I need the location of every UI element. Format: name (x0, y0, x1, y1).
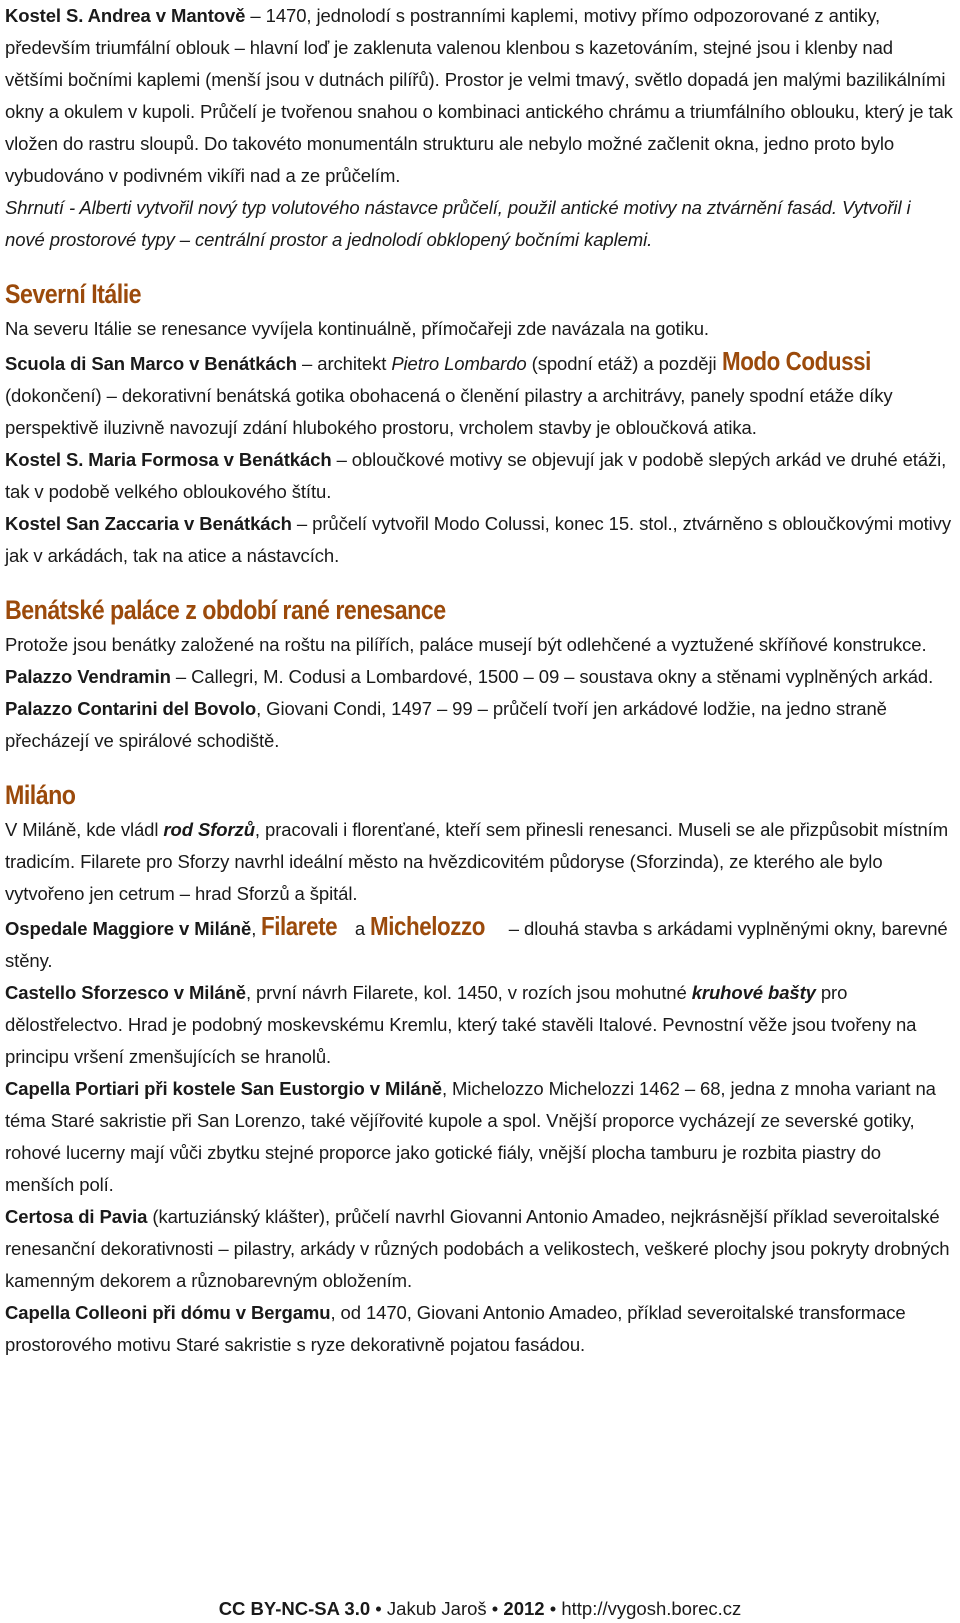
paragraph-portinari (5, 1073, 955, 1201)
term-formosa: Kostel S. Maria Formosa v Benátkách (5, 449, 332, 470)
text: , první návrh Filarete, kol. 1450, v rozích jsou mohutné (245, 982, 692, 1003)
name-filarete: Filarete (261, 911, 338, 941)
term-vendramin: Palazzo Vendramin (5, 666, 171, 687)
text: – 1470, jednolodí s postranními kaplemi, motivy přímo odpozorované z antiky, především triumfální oblouk – hlavní loď je zaklenuta valenou klenbou s kazetováním, stejné jsou i klenby nad většími bočními kaplemi (menší jsou v dutnách pilířů). Prostor je velmi tmavý, světlo dopadá jen malými bazilikálními okny a okulem v kupoli. Průčelí je tvořenou snahou o kombinaci antického chrámu a triumfálního oblouku, který je tak vložen do rastru sloupů. Do takovéto monumentáln strukturu ale nebylo možné začlenit okna, jedno proto bylo vybudováno v podivném vikíři nad a ze průčelím. (5, 5, 953, 186)
term-castello: Castello Sforzesco v Miláně (5, 982, 246, 1003)
summary-paragraph: Shrnutí - Alberti vytvořil nový typ volutového nástavce průčelí, použil antické motivy na ztvárnění fasád. Vytvořil i nové prostorové typy – centrální prostor a jednolodí obklopený bočními kaplemi. (5, 197, 911, 250)
text: – dlouhá stavba s arkádami vyplněnými okny, barevné stěny. (5, 918, 948, 971)
term-contarini: Palazzo Contarini del Bovolo (5, 698, 257, 719)
name-lombardo: Pietro Lombardo (391, 353, 527, 374)
paragraph-severni-intro: Na severu Itálie se renesance vyvíjela kontinuálně, přímočařeji zde navázala na gotiku. (5, 318, 709, 339)
paragraph-ospedale (5, 910, 955, 977)
term-kruhove-basty: kruhové bašty (691, 982, 816, 1003)
text: , Giovani Condi, 1497 – 99 – průčelí tvoří jen arkádové lodžie, na jedno straně přecházejí ve spirálové schodiště. (5, 698, 887, 751)
term-scuola: Scuola di San Marco v Benátkách (5, 353, 297, 374)
heading-severni-italie: Severní Itálie (5, 279, 142, 309)
text: , Michelozzo Michelozzi 1462 – 68, jedna z mnoha variant na téma Staré sakristie při San Lorenzo, také vějířovité kupole a spol. Vnější proporce vycházejí ze severské gotiky, rohové lucerny mají vůči zbytku stejné proporce jako gotické fiály, vnější plocha tamburu je rozbita piastry do menších polí. (5, 1078, 936, 1195)
separator: • (486, 1598, 504, 1619)
paragraph-formosa (5, 444, 955, 508)
name-michelozzo: Michelozzo (370, 911, 486, 941)
spacer (5, 256, 955, 278)
term-portinari: Capella Portiari při kostele San Eustorgio v Miláně (5, 1078, 442, 1099)
paragraph-castello (5, 977, 955, 1073)
text: (spodní etáž) a později (526, 353, 722, 374)
term-zaccaria: Kostel San Zaccaria v Benátkách (5, 513, 292, 534)
text: – Callegri, M. Codusi a Lombardové, 1500 – 09 – soustava okny a stěnami vyplněných arkád. (170, 666, 934, 687)
term-rod-sforzu: rod Sforzů (163, 819, 255, 840)
author-name: Jakub Jaroš (386, 1598, 487, 1619)
text: – obloučkové motivy se objevují jak v podobě slepých arkád ve druhé etáži, tak v podobě velkého obloukového štítu. (5, 449, 947, 502)
spacer (5, 572, 955, 594)
text: (kartuziánský klášter), průčelí navrhl Giovanni Antonio Amadeo, nejkrásnější příklad severoitalské renesanční dekorativnosti – pilastry, arkády v různých podobách a velikostech, veškeré plochy jsou pokryty drobných kamenným dekorem a různobarevným obložením. (5, 1206, 950, 1291)
text: a (349, 918, 371, 939)
text: – průčelí vytvořil Modo Colussi, konec 15. stol., ztvárněno s obloučkovými motivy jak v arkádách, tak na atice a nástavcích. (5, 513, 951, 566)
license-label: CC BY-NC-SA 3.0 (218, 1598, 371, 1619)
term-andrea-mantova: Kostel S. Andrea v Mantově (5, 5, 246, 26)
text: (dokončení) – dekorativní benátská gotika obohacená o členění pilastry a architrávy, panely spodní etáže díky perspektivě iluzivně navozují zdání hlubokého prostoru, vrcholem stavby je obloučková atika. (5, 385, 893, 438)
website-url: http://vygosh.borec.cz (561, 1598, 742, 1619)
term-colleoni: Capella Colleoni při dómu v Bergamu (5, 1302, 331, 1323)
paragraph-contarini (5, 693, 955, 757)
term-ospedale: Ospedale Maggiore v Miláně (5, 918, 252, 939)
page-footer (0, 1597, 960, 1621)
paragraph-pavia (5, 1201, 955, 1297)
document-body (5, 0, 955, 1361)
paragraph-benatske-intro: Protože jsou benátky založené na roštu na pilířích, paláce musejí být odlehčené a vyztužené skříňové konstrukce. (5, 634, 927, 655)
paragraph-scuola (5, 345, 955, 444)
heading-milano: Miláno (5, 780, 76, 810)
heading-benatske-palace: Benátské paláce z období rané renesance (5, 595, 446, 625)
paragraph-milano-intro (5, 814, 955, 910)
paragraph-zaccaria (5, 508, 955, 572)
text: – architekt (296, 353, 392, 374)
paragraph-colleoni (5, 1297, 955, 1361)
paragraph-vendramin (5, 661, 955, 693)
text: , od 1470, Giovani Antonio Amadeo, příklad severoitalské transformace prostorového motivu Staré sakristie s ryze dekorativně pojatou fasádou. (5, 1302, 906, 1355)
term-pavia: Certosa di Pavia (5, 1206, 148, 1227)
separator: • (370, 1598, 387, 1619)
year: 2012 (503, 1598, 545, 1619)
paragraph-mantova (5, 0, 955, 192)
spacer (5, 757, 955, 779)
text: , (251, 918, 262, 939)
text: pro dělostřelectvo. Hrad je podobný moskevskému Kremlu, který také stavěli Italové. Pevnostní věže jsou tvořeny na principu vršení zmenšujících se hranolů. (5, 982, 917, 1067)
text: , pracovali i florenťané, kteří sem přinesli renesanci. Museli se ale přizpůsobit místním tradicím. Filarete pro Sforzy navrhl ideální město na hvězdicovitém půdoryse (Sforzinda), ze kterého ale bylo vytvořeno jen cetrum – hrad Sforzů a špitál. (5, 819, 949, 904)
separator: • (544, 1598, 562, 1619)
text: V Miláně, kde vládl (5, 819, 164, 840)
name-codussi: Modo Codussi (721, 346, 871, 376)
